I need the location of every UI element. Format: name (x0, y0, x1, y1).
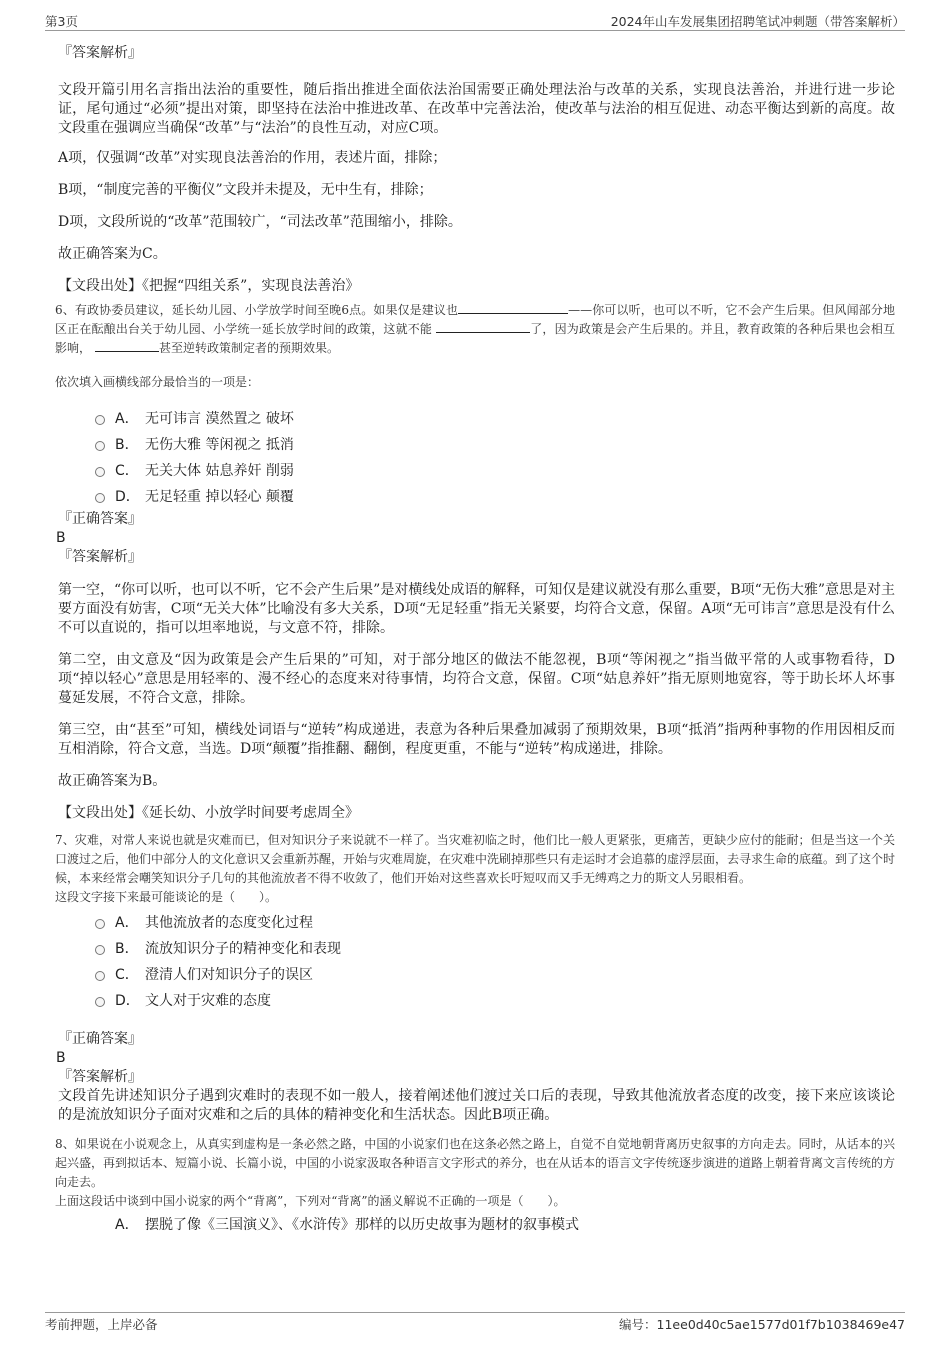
page-footer (45, 1312, 905, 1333)
q7-stem: 7、灾难，对常人来说也就是灾难而已，但对知识分子来说就不一样了。当灾难初临之时，他们比一般人更紧张，更痛苦，更缺少应付的能耐；但是当这一个关口渡过之后，他们中部分人的文化意识又会重新苏醒，开始与灾难周旋，在灾难中洗刷掉那些只有走运时才会追慕的虚浮层面，去寻求生命的底蕴。到了这个时候，本来经常会嘲笑知识分子几句的其他流放者不得不收敛了，他们开始对这些喜欢长吁短叹而又手无缚鸡之力的斯文人另眼相看。 (55, 833, 896, 885)
q6-source: 【文段出处】《延长幼、小放学时间要考虑周全》 (58, 805, 359, 821)
q6-analysis-paragraph: 第二空，由文意及“因为政策是会产生后果的”可知，对于部分地区的做法不能忽视，B项“等闲视之”指当做平常的人或事物看待，D项“掉以轻心”意思是用轻率的、漫不经心的态度来对待事情，均符合文意，保留。C项“姑息养奸”指无原则地宽容，等于助长坏人坏事蔓延发展，不符合文意，排除。 (58, 652, 895, 706)
option-letter: D． (115, 993, 140, 1009)
option-a[interactable] (55, 406, 895, 432)
q5-conclusion: 故正确答案为C。 (58, 246, 167, 262)
radio-button[interactable] (95, 467, 105, 477)
q8-prompt: 上面这段话中谈到中国小说家的两个“背离”，下列对“背离”的涵义解说不正确的一项是（ ）。 (55, 1194, 566, 1208)
q5-analysis-paragraph: B项，“制度完善的平衡仪”文段并未提及，无中生有，排除； (58, 182, 433, 198)
blank-line (95, 339, 159, 352)
option-letter: B． (115, 941, 139, 957)
q7-correct-answer: B (56, 1050, 66, 1066)
document-code: 编号：11ee0d40c5ae1577d01f7b1038469e47 (619, 1317, 905, 1332)
q6-correct-label: 『正确答案』 (58, 511, 142, 527)
option-letter: D． (115, 489, 140, 505)
blank-line (436, 320, 530, 333)
option-b[interactable] (55, 936, 895, 962)
page-content (55, 38, 895, 1238)
radio-button[interactable] (95, 493, 105, 503)
option-c[interactable] (55, 962, 895, 988)
option-text: 流放知识分子的精神变化和表现 (145, 941, 341, 957)
radio-button[interactable] (95, 441, 105, 451)
option-letter: A． (115, 915, 139, 931)
q6-stem-part: 甚至逆转政策制定者的预期效果。 (159, 341, 340, 355)
q6-analysis-paragraph: 第一空，“你可以听，也可以不听，它不会产生后果”是对横线处成语的解释，可知仅是建议就没有那么重要，B项“无伤大雅”意思是对主要方面没有妨害，C项“无关大体”比喻没有多大关系，D项“无足轻重”指无关紧要，均符合文意，保留。A项“无可讳言”意思是没有什么不可以直说的，指可以坦率地说，与文意不符，排除。 (58, 582, 895, 636)
q7-options (55, 910, 895, 1014)
option-letter: A． (115, 1217, 139, 1233)
option-letter: C． (115, 463, 139, 479)
radio-button[interactable] (95, 415, 105, 425)
option-a[interactable] (55, 910, 895, 936)
q6-prompt: 依次填入画横线部分最恰当的一项是： (55, 375, 260, 389)
option-text: 无足轻重 掉以轻心 颠覆 (145, 489, 294, 505)
radio-button[interactable] (95, 971, 105, 981)
blank-line (458, 301, 568, 314)
q6-stem (55, 301, 895, 358)
q6-analysis-paragraph: 第三空，由“甚至”可知，横线处词语与“逆转”构成递进，表意为各种后果叠加减弱了预期效果，B项“抵消”指两种事物的作用因相反而互相消除，符合文意，当选。D项“颠覆”指推翻、翻倒，程度更重，不能与“逆转”构成递进，排除。 (58, 722, 895, 757)
document-title: 2024年山车发展集团招聘笔试冲刺题（带答案解析） (610, 14, 905, 29)
q5-analysis-paragraph: 文段开篇引用名言指出法治的重要性，随后指出推进全面依法治国需要正确处理法治与改革的关系，实现良法善治，并进行进一步论证，尾句通过“必须”提出对策，即坚持在法治中推进改革、在改革中完善法治，使改革与法治的相互促进、动态平衡达到新的高度。故文段重在强调应当确保“改革”与“法治”的良性互动，对应C项。 (58, 82, 895, 136)
q6-options (55, 406, 895, 510)
option-letter: A． (115, 411, 139, 427)
q8-stem: 8、如果说在小说观念上，从真实到虚构是一条必然之路，中国的小说家们也在这条必然之路上，自觉不自觉地朝背离历史叙事的方向走去。同时，从话本的兴起兴盛，再到拟话本、短篇小说、长篇小说，中国的小说家汲取各种语言文字形式的养分，也在从话本的语言文字传统逐步演进的道路上朝着背离文言传统的方向走去。 (55, 1137, 896, 1189)
footer-slogan: 考前押题，上岸必备 (45, 1317, 158, 1332)
option-text: 澄清人们对知识分子的误区 (145, 967, 313, 983)
q8-options (55, 1212, 895, 1238)
option-letter: C． (115, 967, 139, 983)
option-b[interactable] (55, 432, 895, 458)
option-text: 无伤大雅 等闲视之 抵消 (145, 437, 294, 453)
option-d[interactable] (55, 988, 895, 1014)
q6-stem-part: 6、有政协委员建议，延长幼儿园、小学放学时间至晚6点。如果仅是建议也 (55, 303, 459, 317)
q6-stem-part: ——你可以听，也可以不听，它不会产生后果。但风闻部分地区正在酝酿出台关于幼儿园、小学统一延长放学时间的政策，这就不能 (55, 303, 895, 336)
q5-analysis-label: 『答案解析』 (58, 45, 142, 61)
option-c[interactable] (55, 458, 895, 484)
q5-source: 【文段出处】《把握“四组关系”，实现良法善治》 (58, 278, 360, 294)
option-text: 无关大体 姑息养奸 削弱 (145, 463, 294, 479)
radio-button[interactable] (95, 997, 105, 1007)
option-text: 其他流放者的态度变化过程 (145, 915, 313, 931)
option-text: 摆脱了像《三国演义》、《水浒传》那样的以历史故事为题材的叙事模式 (145, 1217, 579, 1233)
page-header (45, 10, 905, 31)
option-letter: B． (115, 437, 139, 453)
q5-analysis-paragraph: D项，文段所说的“改革”范围较广，“司法改革”范围缩小，排除。 (58, 214, 462, 230)
q7-prompt: 这段文字接下来最可能谈论的是（ ）。 (55, 890, 278, 904)
page-number: 第3页 (45, 14, 78, 29)
q6-correct-answer: B (56, 530, 66, 546)
option-a[interactable] (55, 1212, 895, 1238)
radio-button[interactable] (95, 945, 105, 955)
option-text: 无可讳言 漠然置之 破坏 (145, 411, 294, 427)
radio-button[interactable] (95, 919, 105, 929)
q6-stem-part: 了，因为政策是会产生后果的。并且，教育政策的各种后果也会相互影响， (55, 322, 895, 355)
option-text: 文人对于灾难的态度 (145, 993, 271, 1009)
q7-analysis-paragraph: 文段首先讲述知识分子遇到灾难时的表现不如一般人，接着阐述他们渡过关口后的表现，导致其他流放者态度的改变，接下来应该谈论的是流放知识分子面对灾难和之后的具体的精神变化和生活状态。因此B项正确。 (58, 1088, 895, 1123)
q6-conclusion: 故正确答案为B。 (58, 773, 167, 789)
q7-analysis-label: 『答案解析』 (58, 1069, 142, 1085)
q7-correct-label: 『正确答案』 (58, 1031, 142, 1047)
option-d[interactable] (55, 484, 895, 510)
q5-analysis-paragraph: A项，仅强调“改革”对实现良法善治的作用，表述片面，排除； (58, 150, 447, 166)
q6-analysis-label: 『答案解析』 (58, 549, 142, 565)
